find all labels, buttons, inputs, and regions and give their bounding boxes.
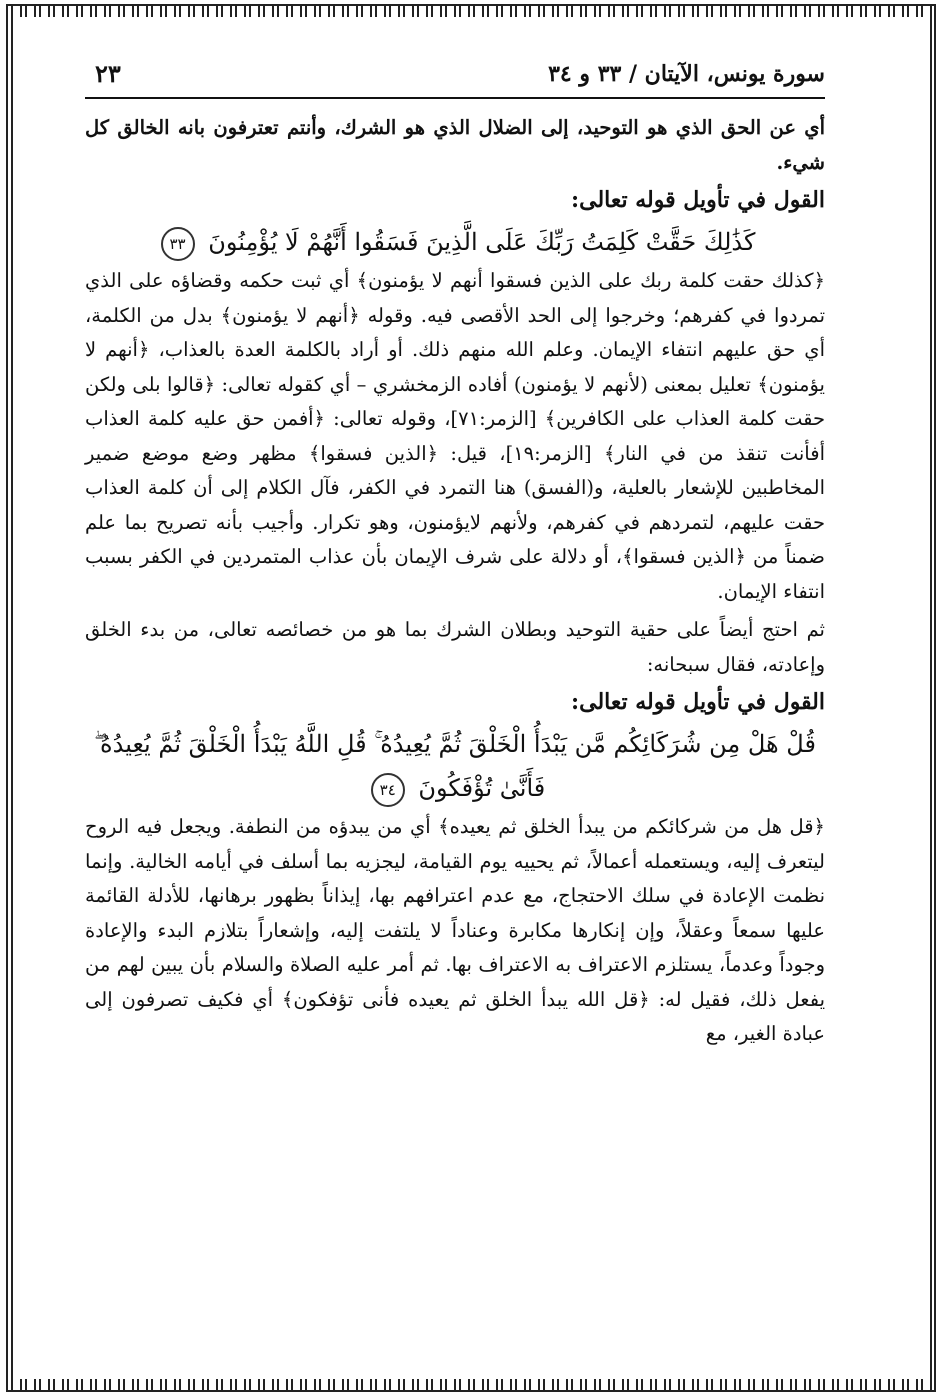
paragraph-4: ﴿قل هل من شركائكم من يبدأ الخلق ثم يعيده﴾ أي من يبدؤه من النطفة. ويجعل فيه الروح ليتعرف إليه، ويستعمله أعمالاً، ثم يحييه يوم القيامة، ليجزيه بما أسلف في أيامه الخالية. وإنما نظمت الإعادة في سلك الاحتجاج، مع عدم اعترافهم بها، إيذاناً بظهور برهانها، للأدلة القائمة عليها سمعاً وعقلاً، وإن إنكارها مكابرة وعناداً لا يلتفت إليه، وإشعاراً بتلازم البدء والإعادة وجوداً وعدماً، يستلزم الاعتراف به الاعتراف بها. ثم أمر عليه الصلاة والسلام بأن يبين لهم من يفعل ذلك، فقيل له: ﴿قل الله يبدأ الخلق ثم يعيده فأنى تؤفكون﴾ أي فكيف تصرفون إلى عبادة الغير، مع [85, 815, 825, 1045]
book-page [85, 55, 825, 1365]
paragraph-3: ثم احتج أيضاً على حقية التوحيد وبطلان الشرك بما هو من خصائصه تعالى، من بدء الخلق وإعادته، فقال سبحانه: [85, 618, 825, 676]
verse-text: قُلْ هَلْ مِن شُرَكَائِكُم مَّن يَبْدَأُ الْخَلْقَ ثُمَّ يُعِيدُهُ ۚ قُلِ اللَّهُ يَبْدَأُ الْخَلْقَ ثُمَّ يُعِيدُهُ ۖ فَأَنَّىٰ تُؤْفَكُونَ [94, 730, 816, 802]
quran-verse-34 [85, 722, 825, 810]
section-heading-2: القول في تأويل قوله تعالى: [571, 689, 825, 715]
paragraph-1: أي عن الحق الذي هو التوحيد، إلى الضلال الذي هو الشرك، وأنتم تعترفون بانه الخالق كل شيء. [85, 116, 825, 174]
paragraph-2: ﴿كذلك حقت كلمة ربك على الذين فسقوا أنهم لا يؤمنون﴾ أي ثبت حكمه وقضاؤه على الذي تمردوا في كفرهم؛ وخرجوا إلى الحد الأقصى فيه. وقوله ﴿أنهم لا يؤمنون﴾ بدل من الكلمة، أي حق عليهم انتفاء الإيمان. وعلم الله منهم ذلك. أو أراد بالكلمة العدة بالعذاب، ﴿أنهم لا يؤمنون﴾ تعليل بمعنى (لأنهم لا يؤمنون) أفاده الزمخشري – أي كقوله تعالى: ﴿قالوا بلى ولكن حقت كلمة العذاب على الكافرين﴾ [الزمر:٧١]، وقوله تعالى: ﴿أفمن حق عليه كلمة العذاب أفأنت تنقذ من في النار﴾ [الزمر:١٩]، قيل: ﴿الذين فسقوا﴾ مظهر وضع موضع ضمير المخاطبين للإشعار بالعلية، و(الفسق) هنا التمرد في الكفر، فآل الكلام إلى أن كلمة العذاب حقت عليهم، لتمردهم في كفرهم، ولأنهم لايؤمنون، وهو تكرار. وأجيب بأنه تصريح بما علم ضمناً من ﴿الذين فسقوا﴾، أو دلالة على شرف الإيمان بأن عذاب المتمردين في الكفر بسبب انتفاء الإيمان. [85, 269, 826, 603]
page-header [85, 55, 825, 99]
running-title: سورة يونس، الآيتان / ٣٣ و ٣٤ [548, 61, 825, 87]
verse-number-mark: ٣٤ [371, 773, 405, 807]
verse-text: كَذَٰلِكَ حَقَّتْ كَلِمَتُ رَبِّكَ عَلَى الَّذِينَ فَسَقُوا أَنَّهُمْ لَا يُؤْمِنُونَ [208, 228, 756, 256]
quran-verse-33 [85, 220, 825, 264]
section-heading-1: القول في تأويل قوله تعالى: [571, 187, 825, 213]
page-number: ٢٣ [95, 59, 121, 88]
verse-number-mark: ٣٣ [161, 227, 195, 261]
